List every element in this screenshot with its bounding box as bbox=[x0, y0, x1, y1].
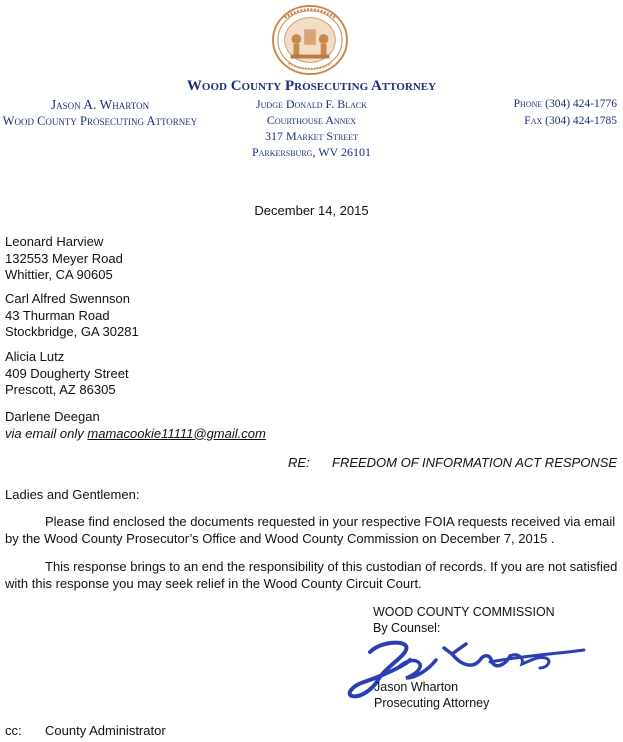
attorney-name: Jason A. Wharton bbox=[50, 97, 150, 112]
recipient-name: Darlene Deegan bbox=[5, 409, 100, 424]
recipient-street: 132553 Meyer Road bbox=[5, 250, 123, 266]
body-paragraph bbox=[5, 514, 618, 547]
salutation: Ladies and Gentlemen: bbox=[5, 487, 140, 502]
recipient-street: 409 Dougherty Street bbox=[5, 365, 129, 381]
office-title: Wood County Prosecuting Attorney bbox=[186, 78, 437, 94]
phone-number: Phone (304) 424-1776 bbox=[513, 98, 617, 110]
address-line-2: Courthouse Annex bbox=[266, 113, 357, 127]
letterhead-contact bbox=[457, 96, 617, 130]
cc-recipient: County Administrator bbox=[45, 723, 166, 738]
re-line bbox=[288, 455, 618, 470]
recipient-block bbox=[5, 349, 129, 399]
paragraph-text: This response brings to an end the responsibility of this custodian of records. If you are not satisfied with this response you may seek relief in the Wood County Circuit Court. bbox=[5, 559, 618, 591]
recipient-city: Stockbridge, GA 30281 bbox=[5, 324, 139, 339]
signature-org: WOOD COUNTY COMMISSION bbox=[373, 605, 555, 619]
letterhead-left bbox=[0, 96, 200, 130]
via-email-line bbox=[5, 426, 266, 443]
email-recipient-block bbox=[5, 409, 266, 442]
recipient-block bbox=[5, 291, 139, 341]
attorney-title: Wood County Prosecuting Attorney bbox=[2, 114, 198, 128]
recipient-city: Whittier, CA 90605 bbox=[5, 267, 113, 282]
address-line-1: Judge Donald F. Black bbox=[255, 97, 368, 111]
recipient-street: 43 Thurman Road bbox=[5, 307, 110, 323]
letterhead-address bbox=[210, 96, 413, 160]
recipient-city: Prescott, AZ 86305 bbox=[5, 382, 116, 397]
state-seal-icon bbox=[271, 4, 349, 76]
paragraph-text: Please find enclosed the documents requested in your respective FOIA requests received via email by the Wood County Prosecutor’s Office and Wood County Commission on December 7, 2015 . bbox=[5, 514, 616, 546]
recipient-block bbox=[5, 234, 123, 284]
cc-label: cc: bbox=[5, 723, 22, 738]
re-label: RE: bbox=[288, 455, 310, 470]
recipient-name: Leonard Harview bbox=[5, 234, 104, 249]
signer-name: Jason Wharton bbox=[374, 680, 459, 694]
cc-line bbox=[5, 723, 166, 738]
fax-number: Fax (304) 424-1785 bbox=[524, 115, 617, 127]
recipient-name: Alicia Lutz bbox=[5, 349, 65, 364]
letter-date: December 14, 2015 bbox=[254, 203, 369, 218]
recipient-name: Carl Alfred Swennson bbox=[5, 291, 131, 306]
via-email-label: via email only bbox=[5, 425, 84, 441]
email-link[interactable]: mamacookie11111@gmail.com bbox=[87, 425, 266, 441]
body-paragraph bbox=[5, 559, 618, 592]
signer-block bbox=[374, 679, 489, 711]
signer-title: Prosecuting Attorney bbox=[374, 696, 490, 710]
address-line-3: 317 Market Street bbox=[265, 129, 358, 143]
signature-by: By Counsel: bbox=[373, 621, 441, 635]
address-line-4: Parkersburg, WV 26101 bbox=[251, 145, 372, 159]
re-subject: FREEDOM OF INFORMATION ACT RESPONSE bbox=[332, 455, 618, 470]
